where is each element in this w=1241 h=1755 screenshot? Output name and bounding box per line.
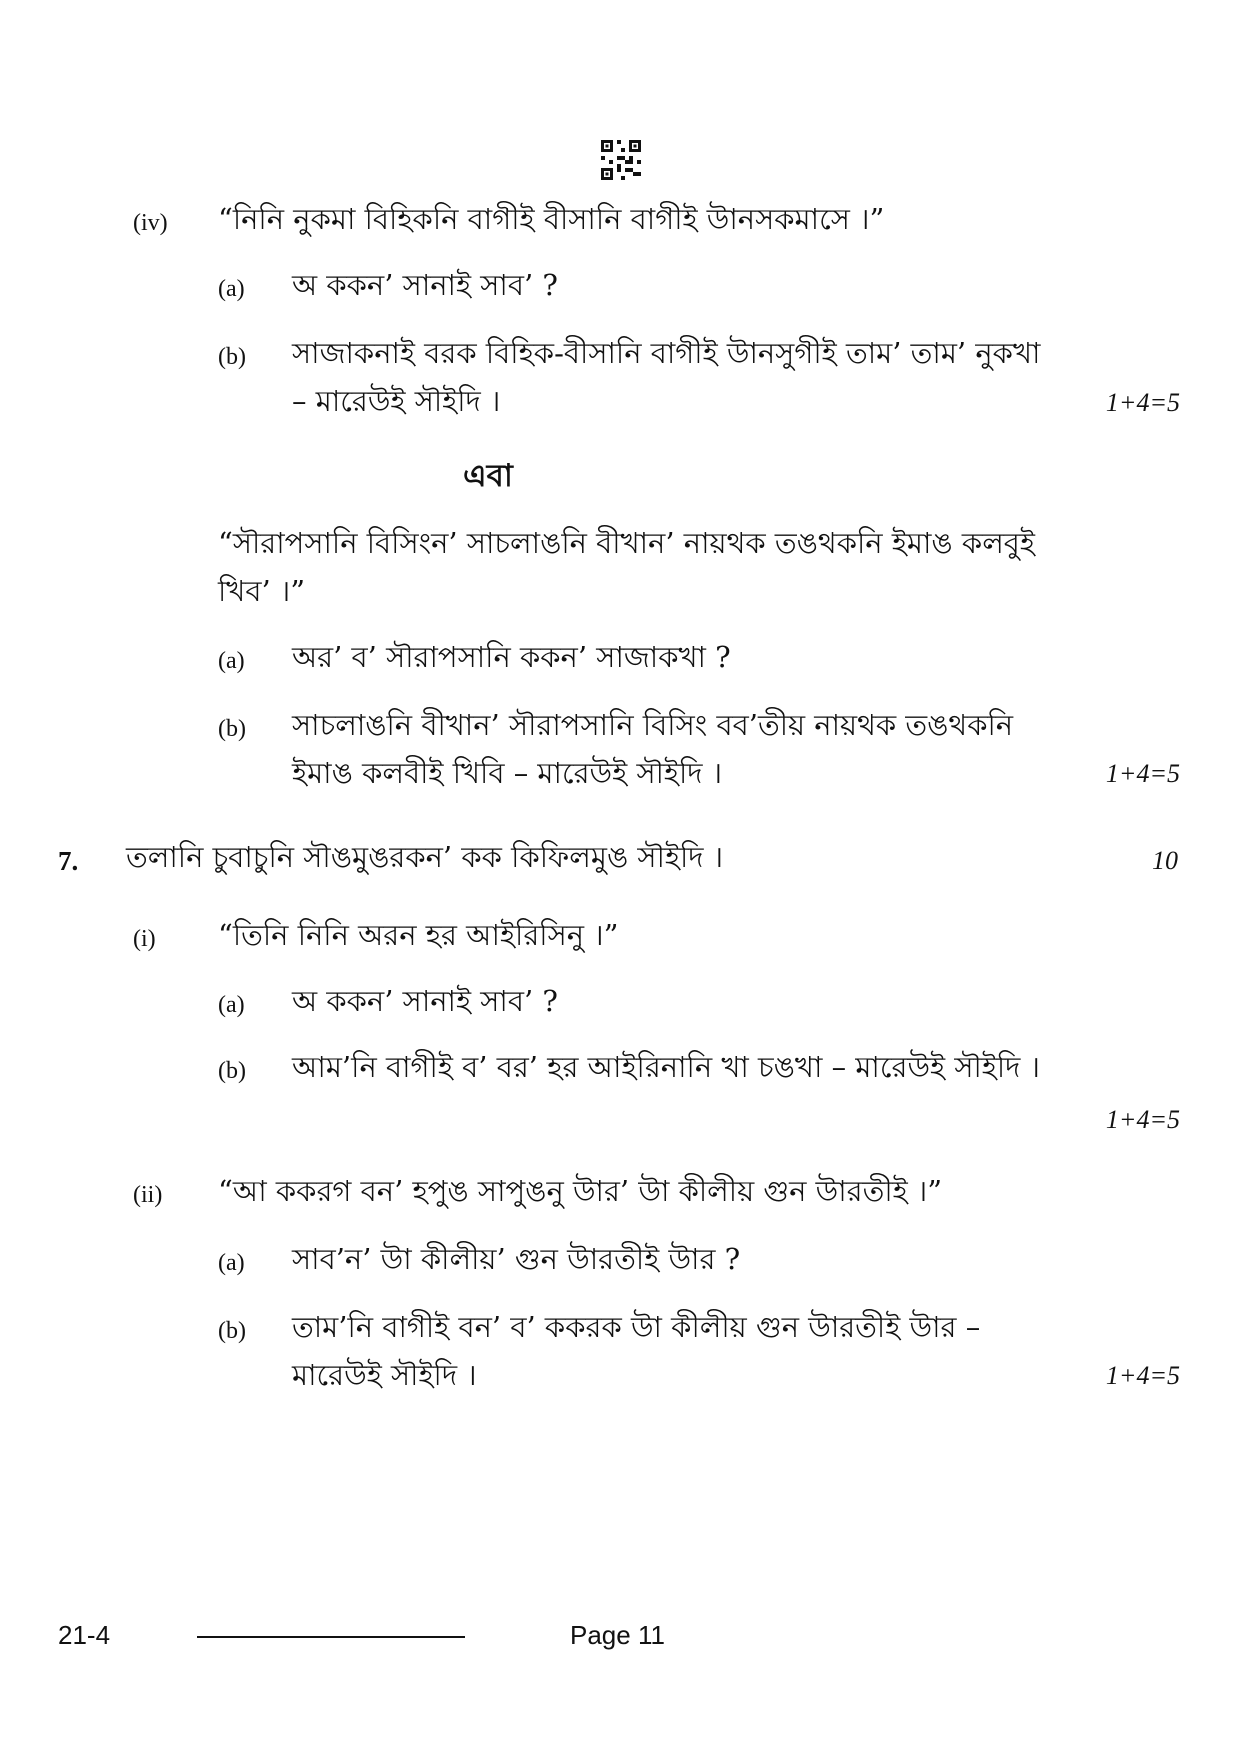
- item-iv-a-text: অ ককন’ সানাই সাব’ ?: [292, 268, 558, 302]
- or-a-text: অর’ ব’ সৗরাপসানি ককন’ সাজাকখা ?: [292, 640, 731, 674]
- q7-ii-b-line2: মারেউই সৗইদি ।: [292, 1358, 477, 1392]
- or-a-label: (a): [218, 648, 245, 674]
- item-iv-marks: 1+4=5: [1105, 388, 1180, 417]
- or-b-line2: ইমাঙ কলবীই খিবি – মারেউই সৗইদি ।: [292, 756, 723, 790]
- footer-page-number: Page 11: [570, 1620, 665, 1650]
- item-iv-b-line1: সাজাকনাই বরক বিহিক-বীসানি বাগীই উানসুগীই তাম’ তাম’ নুকখা: [292, 336, 1041, 370]
- item-iv-b-line2: – মারেউই সৗইদি ।: [292, 384, 501, 418]
- q7-i-quote: “তিনি নিনি অরন হর আইরিসিনু ।”: [218, 918, 619, 952]
- q7-i-marks: 1+4=5: [1105, 1105, 1180, 1134]
- question-7-number: 7.: [58, 846, 79, 876]
- footer-code: 21-4: [58, 1620, 111, 1650]
- item-iv-label: (iv): [133, 210, 168, 236]
- q7-ii-a-text: সাব’ন’ উা কীলীয়’ গুন উারতীই উার ?: [292, 1242, 741, 1276]
- q7-ii-marks: 1+4=5: [1105, 1361, 1180, 1390]
- q7-ii-b-line1: তাম’নি বাগীই বন’ ব’ ককরক উা কীলীয় গুন উারতীই উার –: [292, 1310, 981, 1344]
- q7-i-b-line1: আম’নি বাগীই ব’ বর’ হর আইরিনানি খা চঙখা – মারেউই সৗইদি ।: [292, 1050, 1040, 1084]
- q7-i-b-label: (b): [218, 1058, 246, 1084]
- q7-ii-b-label: (b): [218, 1318, 246, 1344]
- item-iv-b-label: (b): [218, 344, 246, 370]
- or-quote-line1: “সৗরাপসানি বিসিংন’ সাচলাঙনি বীখান’ নায়থক তঙথকনি ইমাঙ কলবুই: [218, 526, 1036, 560]
- q7-ii-quote: “আ ককরগ বন’ হপুঙ সাপুঙনু উার’ উা কীলীয় গুন উারতীই ।”: [218, 1174, 943, 1208]
- item-iv-quote: “নিনি নুকমা বিহিকনি বাগীই বীসানি বাগীই উানসকমাসে ।”: [218, 202, 885, 236]
- q7-ii-a-label: (a): [218, 1250, 245, 1276]
- qr-code-icon: [601, 140, 641, 180]
- or-heading: এবা: [463, 458, 513, 494]
- or-marks: 1+4=5: [1105, 759, 1180, 788]
- question-7-marks: 10: [1152, 846, 1178, 875]
- q7-i-a-label: (a): [218, 992, 245, 1018]
- q7-i-a-text: অ ককন’ সানাই সাব’ ?: [292, 984, 558, 1018]
- or-b-line1: সাচলাঙনি বীখান’ সৗরাপসানি বিসিং বব’তীয় নায়থক তঙথকনি: [292, 708, 1014, 742]
- q7-i-label: (i): [133, 926, 156, 952]
- footer-divider: [197, 1636, 465, 1638]
- or-b-label: (b): [218, 716, 246, 742]
- q7-ii-label: (ii): [133, 1182, 163, 1208]
- question-7-text: তলানি চুবাচুনি সৗঙমুঙরকন’ কক কিফিলমুঙ সৗইদি ।: [126, 840, 724, 874]
- item-iv-a-label: (a): [218, 276, 245, 302]
- or-quote-line2: খিব’ ।”: [218, 574, 306, 608]
